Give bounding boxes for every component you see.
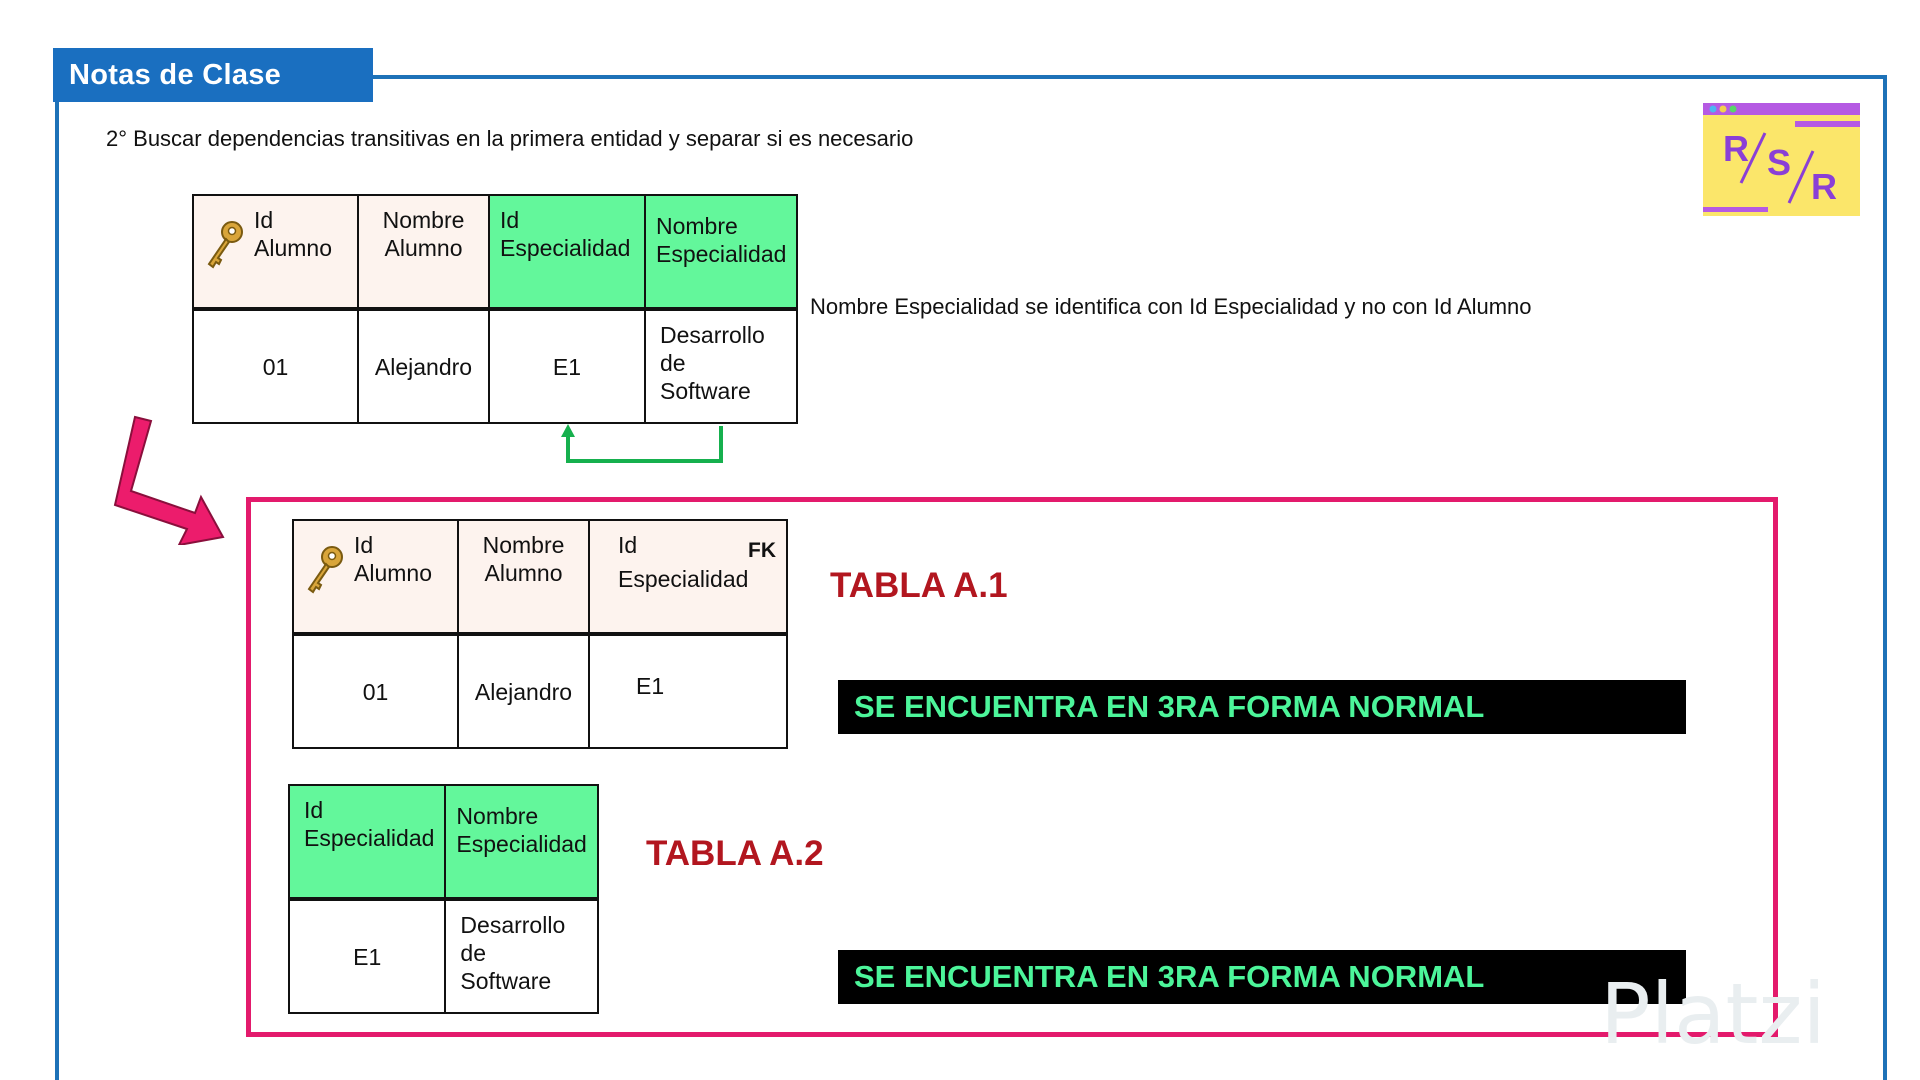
logo-letter-2: S <box>1767 142 1792 183</box>
cell-nombre-especialidad: Desarrollo de Software <box>645 309 797 423</box>
a2-cell-id-especialidad: E1 <box>289 899 445 1013</box>
a1-header-id-alumno-label: Id Alumno <box>354 532 432 586</box>
a1-header-nombre-alumno: Nombre Alumno <box>458 520 589 634</box>
a1-header-id-alumno <box>293 520 458 634</box>
dependency-arrow-icon <box>558 424 728 466</box>
a2-header-nombre-especialidad: Nombre Especialidad <box>445 785 597 899</box>
logo-letter-1: R <box>1723 128 1749 169</box>
table-a2 <box>288 784 599 1014</box>
cell-id-alumno: 01 <box>193 309 358 423</box>
a1-cell-id-especialidad: E1 <box>589 634 787 748</box>
key-icon <box>304 545 346 595</box>
table-a2-label: TABLA A.2 <box>646 834 824 873</box>
table-a1-status: SE ENCUENTRA EN 3RA FORMA NORMAL <box>838 680 1686 734</box>
header-id-especialidad: Id Especialidad <box>489 195 645 309</box>
key-icon <box>204 220 246 270</box>
cell-id-especialidad: E1 <box>489 309 645 423</box>
a1-cell-nombre-alumno: Alejandro <box>458 634 589 748</box>
a1-cell-id-alumno: 01 <box>293 634 458 748</box>
a2-cell-nombre-especialidad: Desarrollo de Software <box>445 899 597 1013</box>
table-a1 <box>292 519 788 749</box>
a2-header-id-especialidad: Id Especialidad <box>289 785 445 899</box>
platzi-watermark: Platzi <box>1600 965 1826 1063</box>
header-id-alumno <box>193 195 358 309</box>
header-nombre-especialidad: Nombre Especialidad <box>645 195 797 309</box>
header-id-alumno-label: Id Alumno <box>254 207 332 261</box>
header-nombre-alumno: Nombre Alumno <box>358 195 489 309</box>
table-a2-status: SE ENCUENTRA EN 3RA FORMA NORMAL <box>838 950 1686 1004</box>
rsr-logo <box>1703 103 1860 216</box>
fk-badge: FK <box>748 539 776 562</box>
page-title: Notas de Clase <box>53 48 373 102</box>
pink-arrow-icon <box>95 415 230 545</box>
a1-header-id-especialidad-label: Id Especialidad <box>618 532 749 592</box>
logo-letter-3: R <box>1811 166 1837 207</box>
original-table <box>192 194 798 424</box>
a1-header-id-especialidad <box>589 520 787 634</box>
dependency-note: Nombre Especialidad se identifica con Id Especialidad y no con Id Alumno <box>810 294 1532 319</box>
instruction-text: 2° Buscar dependencias transitivas en la primera entidad y separar si es necesario <box>106 126 914 151</box>
table-a1-label: TABLA A.1 <box>830 566 1008 605</box>
cell-nombre-alumno: Alejandro <box>358 309 489 423</box>
